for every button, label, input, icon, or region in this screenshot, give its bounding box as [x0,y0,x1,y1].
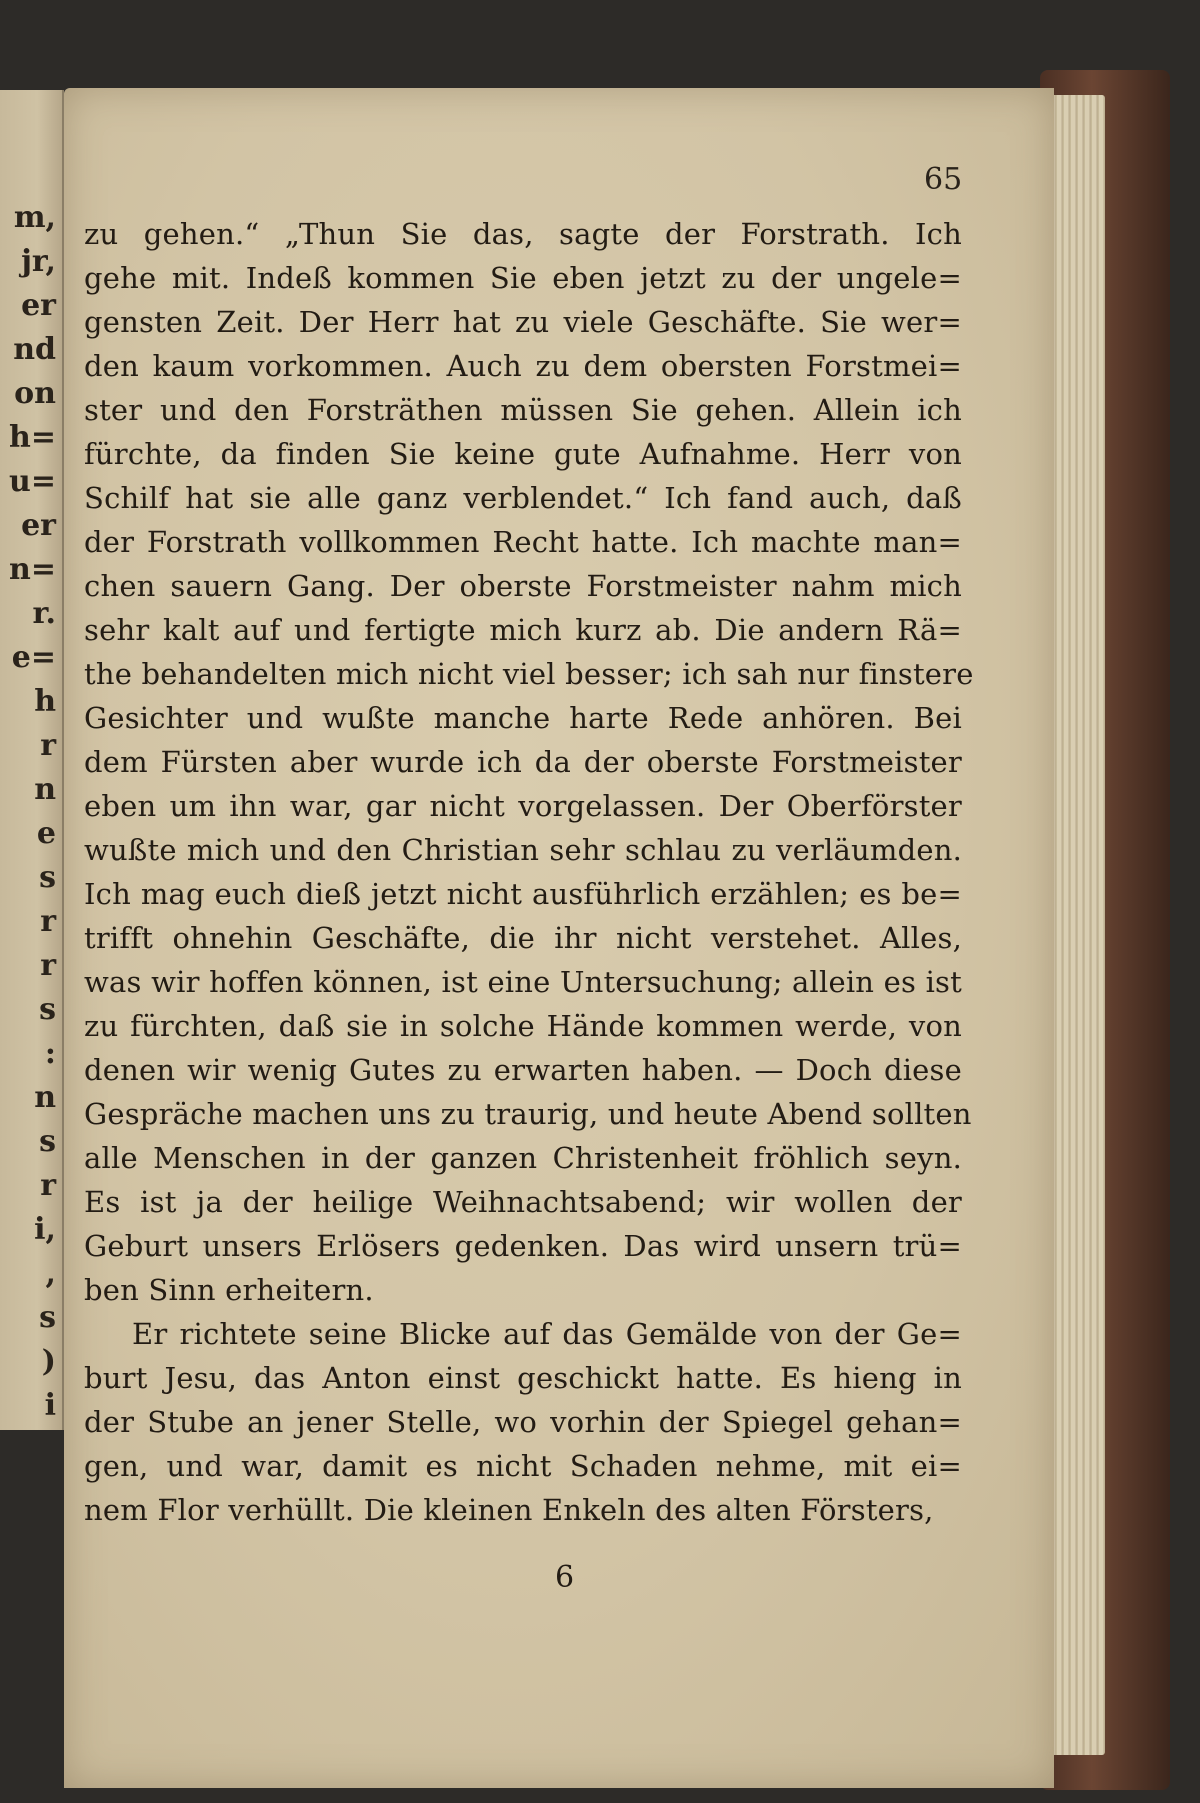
text-line: the behandelten mich nicht viel besser; ich sah nur finstere [84,657,974,691]
left-page-fragment: m, [13,200,56,235]
left-page-fragment: h= [9,420,56,455]
text-line: was wir hoffen können, ist eine Untersuchung; allein es ist [84,965,962,999]
left-page-fragment: nd [13,332,56,367]
left-page-fragment: jr, [21,244,56,279]
text-line: Gespräche machen uns zu traurig, und heute Abend sollten [84,1097,972,1131]
left-page-fragment: r [40,1168,56,1203]
text-line: der Forstrath vollkommen Recht hatte. Ich machte man= [84,525,962,559]
text-line: Es ist ja der heilige Weihnachtsabend; wir wollen der [84,1185,962,1219]
text-line: sehr kalt auf und fertigte mich kurz ab. Die andern Rä= [84,613,962,647]
text-line: Schilf hat sie alle ganz verblendet.“ Ich fand auch, daß [84,481,962,515]
text-line: eben um ihn war, gar nicht vorgelassen. Der Oberförster [84,789,962,823]
left-page-fragment: n [34,772,56,807]
text-line: Gesichter und wußte manche harte Rede anhören. Bei [84,701,962,735]
text-line: nem Flor verhüllt. Die kleinen Enkeln des alten Försters, [84,1493,934,1527]
text-line: der Stube an jener Stelle, wo vorhin der Spiegel gehan= [84,1405,962,1439]
text-line: burt Jesu, das Anton einst geschickt hatte. Es hieng in [84,1361,962,1395]
left-page-fragment: e= [11,640,56,675]
text-line: den kaum vorkommen. Auch zu dem obersten Forstmei= [84,349,962,383]
text-line: fürchte, da finden Sie keine gute Aufnahme. Herr von [84,437,962,471]
left-page-fragment: r [40,948,56,983]
page-number: 65 [924,162,963,197]
text-line: chen sauern Gang. Der oberste Forstmeister nahm mich [84,569,962,603]
body-text [84,212,974,1532]
left-page-fragment: r. [32,596,56,631]
left-page-fragment: er [21,288,56,323]
left-page-fragment: r [40,728,56,763]
left-page-fragment: s [39,1124,56,1159]
left-page-fragment: r [40,904,56,939]
text-line: gehe mit. Indeß kommen Sie eben jetzt zu der ungele= [84,261,962,295]
text-line: zu gehen.“ „Thun Sie das, sagte der Forstrath. Ich [84,217,962,251]
left-page-fragment: on [14,376,56,411]
left-page-fragment: e [36,816,56,851]
left-page-fragment: , [45,1256,56,1291]
text-line: ben Sinn erheitern. [84,1273,374,1307]
text-line: gen, und war, damit es nicht Schaden nehme, mit ei= [84,1449,962,1483]
text-line: alle Menschen in der ganzen Christenheit fröhlich seyn. [84,1141,962,1175]
text-line: trifft ohnehin Geschäfte, die ihr nicht verstehet. Alles, [84,921,962,955]
left-page-fragment: n= [9,552,56,587]
text-line: dem Fürsten aber wurde ich da der oberste Forstmeister [84,745,962,779]
page-edges [1050,95,1105,1755]
left-page-fragment: i, [34,1212,56,1247]
left-page-edge [0,90,64,1430]
left-page-fragment: : [44,1036,56,1071]
text-line: gensten Zeit. Der Herr hat zu viele Geschäfte. Sie wer= [84,305,962,339]
left-page-fragment: s [39,1300,56,1335]
text-line: wußte mich und den Christian sehr schlau zu verläumden. [84,833,962,867]
left-page-fragment: er [21,508,56,543]
text-line: ster und den Forsträthen müssen Sie gehen. Allein ich [84,393,962,427]
text-line: Geburt unsers Erlösers gedenken. Das wird unsern trü= [84,1229,962,1263]
text-line: zu fürchten, daß sie in solche Hände kommen werde, von [84,1009,962,1043]
left-page-fragment: s [39,860,56,895]
text-line: Er richtete seine Blicke auf das Gemälde von der Ge= [132,1317,962,1351]
left-page-fragment: s [39,992,56,1027]
left-page-fragment: i [44,1388,56,1423]
left-page-fragment: ) [41,1344,56,1379]
left-page-fragment: h [34,684,56,719]
left-page-fragment: n [34,1080,56,1115]
text-line: denen wir wenig Gutes zu erwarten haben. — Doch diese [84,1053,962,1087]
text-line: Ich mag euch dieß jetzt nicht ausführlich erzählen; es be= [84,877,962,911]
signature-mark: 6 [555,1560,575,1595]
left-page-fragment: u= [9,464,56,499]
